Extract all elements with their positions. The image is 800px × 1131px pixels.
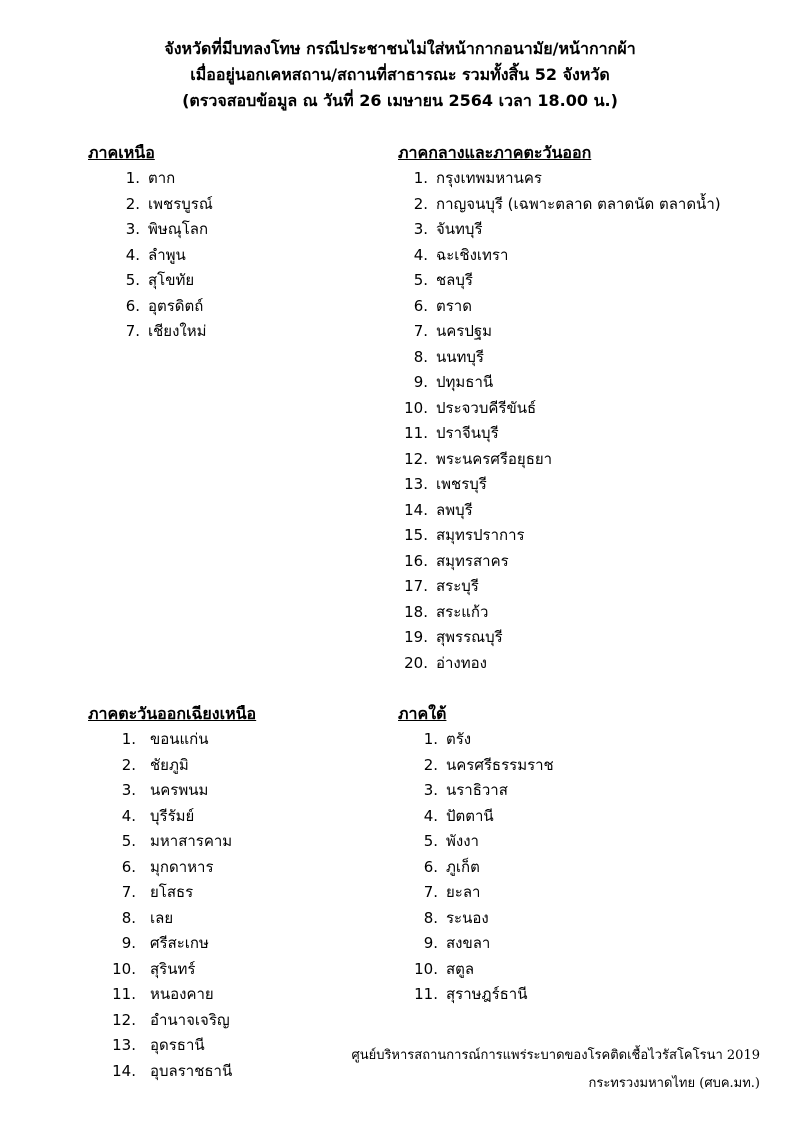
province-name: สุโขทัย <box>148 271 195 289</box>
province-list-item <box>398 396 721 422</box>
province-list-item <box>398 447 721 473</box>
list-item-number: 6. <box>121 857 136 876</box>
list-item-number: 2. <box>121 755 136 774</box>
list-item-number: 18. <box>404 602 428 621</box>
list-item-number: 9. <box>423 934 438 952</box>
province-list-item <box>110 243 213 269</box>
list-item-number: 7. <box>125 322 140 340</box>
province-list-item <box>110 294 213 320</box>
province-name: นราธิวาส <box>446 781 508 799</box>
province-name: ตรัง <box>446 730 472 748</box>
province-name: สุราษฎร์ธานี <box>446 985 528 1003</box>
province-list <box>110 166 213 345</box>
list-item-number: 11. <box>404 424 428 442</box>
title-line-3: (ตรวจสอบข้อมูล ณ วันที่ 26 เมษายน 2564 เวลา 18.00 น.) <box>182 91 618 110</box>
province-name: ชลบุรี <box>436 271 473 289</box>
province-list-item <box>110 268 213 294</box>
province-list-item <box>102 753 256 779</box>
province-list-item <box>398 294 721 320</box>
province-list-item <box>408 931 554 957</box>
list-item-number: 14. <box>404 500 428 519</box>
province-name: ปทุมธานี <box>436 373 494 391</box>
province-list-item <box>102 906 256 932</box>
list-item-number: 19. <box>404 628 428 646</box>
province-list-item <box>398 498 721 524</box>
province-list-item <box>398 192 721 218</box>
province-name: สตูล <box>446 959 475 978</box>
province-list-item <box>408 855 554 881</box>
province-list-item <box>398 651 721 677</box>
province-name: บุรีรัมย์ <box>150 806 195 825</box>
province-name: อำนาจเจริญ <box>150 1010 230 1029</box>
issuer-footer <box>351 1042 760 1098</box>
footer-line-2: กระทรวงมหาดไทย (ศบค.มท.) <box>588 1076 760 1091</box>
region-heading: ภาคกลางและภาคตะวันออก <box>398 143 592 162</box>
list-item-number: 6. <box>423 857 438 876</box>
province-list-item <box>398 472 721 498</box>
province-list-item <box>408 957 554 983</box>
province-name: จันทบุรี <box>436 220 483 238</box>
list-item-number: 4. <box>125 245 140 264</box>
province-list <box>398 166 721 676</box>
list-item-number: 10. <box>414 959 438 978</box>
province-list-item <box>102 982 256 1008</box>
province-name: กรุงเทพมหานคร <box>436 169 542 187</box>
province-list-item <box>398 166 721 192</box>
province-name: เลย <box>150 908 174 927</box>
province-list-item <box>110 319 213 345</box>
list-item-number: 8. <box>423 908 438 927</box>
list-item-number: 12. <box>112 1010 136 1029</box>
province-name: อุบลราชธานี <box>150 1061 233 1080</box>
province-list-item <box>408 906 554 932</box>
province-name: ยโสธร <box>150 883 194 901</box>
province-list-item <box>102 1008 256 1034</box>
province-list-item <box>102 804 256 830</box>
list-item-number: 8. <box>121 908 136 927</box>
list-item-number: 16. <box>404 551 428 570</box>
region-heading: ภาคตะวันออกเฉียงเหนือ <box>88 704 257 723</box>
footer-line-1: ศูนย์บริหารสถานการณ์การแพร่ระบาดของโรคติดเชื้อไวรัสโคโรนา 2019 <box>351 1048 760 1063</box>
province-name: ระนอง <box>446 908 489 927</box>
province-name: กาญจนบุรี (เฉพาะตลาด ตลาดนัด ตลาดน้ำ) <box>436 194 721 213</box>
list-item-number: 3. <box>125 220 140 238</box>
province-list-item <box>110 166 213 192</box>
province-name: ตราด <box>436 296 472 315</box>
list-item-number: 7. <box>423 883 438 901</box>
province-name: สระแก้ว <box>436 602 489 621</box>
province-list-item <box>398 217 721 243</box>
province-list-item <box>398 319 721 345</box>
list-item-number: 11. <box>414 985 438 1003</box>
province-name: เพชรบุรี <box>436 475 487 493</box>
province-list-item <box>110 217 213 243</box>
title-line-2: เมื่ออยู่นอกเคหสถาน/สถานที่สาธารณะ รวมทั้งสิ้น 52 จังหวัด <box>190 65 610 84</box>
province-list-item <box>102 1033 256 1059</box>
list-item-number: 3. <box>413 220 428 238</box>
province-name: ลำพูน <box>148 245 186 264</box>
list-item-number: 3. <box>423 781 438 799</box>
province-name: ปราจีนบุรี <box>436 424 499 442</box>
list-item-number: 13. <box>112 1036 136 1054</box>
region-northeast <box>88 701 256 1084</box>
province-list-item <box>408 982 554 1008</box>
list-item-number: 8. <box>413 347 428 366</box>
list-item-number: 4. <box>423 806 438 825</box>
province-list-item <box>408 727 554 753</box>
region-north <box>88 140 213 345</box>
province-name: ลพบุรี <box>436 500 473 519</box>
province-list-item <box>398 268 721 294</box>
province-list-item <box>398 243 721 269</box>
province-name: ปัตตานี <box>446 806 494 825</box>
province-list-item <box>102 855 256 881</box>
list-item-number: 9. <box>121 934 136 952</box>
list-item-number: 1. <box>121 730 136 748</box>
province-name: ยะลา <box>446 883 481 901</box>
province-list-item <box>398 421 721 447</box>
province-list-item <box>408 778 554 804</box>
province-list-item <box>102 727 256 753</box>
province-list-item <box>102 1059 256 1085</box>
province-name: พระนครศรีอยุธยา <box>436 449 553 468</box>
list-item-number: 6. <box>413 296 428 315</box>
province-list-item <box>408 753 554 779</box>
list-item-number: 6. <box>125 296 140 315</box>
document-title <box>0 36 800 114</box>
province-name: สุรินทร์ <box>150 959 196 978</box>
province-list-item <box>102 880 256 906</box>
province-list-item <box>398 574 721 600</box>
province-name: ภูเก็ต <box>446 857 480 876</box>
list-item-number: 1. <box>413 169 428 187</box>
province-name: สงขลา <box>446 934 491 952</box>
list-item-number: 3. <box>121 781 136 799</box>
list-item-number: 4. <box>121 806 136 825</box>
province-list-item <box>398 370 721 396</box>
province-name: สุพรรณบุรี <box>436 628 503 646</box>
province-name: ศรีสะเกษ <box>150 934 209 952</box>
province-name: ขอนแก่น <box>150 730 209 748</box>
list-item-number: 7. <box>121 883 136 901</box>
province-name: มุกดาหาร <box>150 857 214 876</box>
list-item-number: 5. <box>413 271 428 289</box>
province-name: นครปฐม <box>436 322 493 340</box>
province-list-item <box>110 192 213 218</box>
province-list-item <box>408 880 554 906</box>
list-item-number: 17. <box>404 577 428 595</box>
list-item-number: 12. <box>404 449 428 468</box>
province-name: อ่างทอง <box>436 653 487 672</box>
province-list <box>102 727 256 1084</box>
list-item-number: 5. <box>125 271 140 289</box>
province-name: พังงา <box>446 832 479 850</box>
province-list <box>408 727 554 1008</box>
list-item-number: 1. <box>423 730 438 748</box>
province-name: เพชรบูรณ์ <box>148 194 213 213</box>
province-name: อุดรธานี <box>150 1036 205 1054</box>
title-line-1: จังหวัดที่มีบทลงโทษ กรณีประชาชนไม่ใส่หน้ากากอนามัย/หน้ากากผ้า <box>164 39 636 58</box>
province-list-item <box>398 625 721 651</box>
region-heading: ภาคเหนือ <box>88 143 155 162</box>
province-name: ฉะเชิงเทรา <box>436 245 509 264</box>
list-item-number: 5. <box>423 832 438 850</box>
province-name: นครพนม <box>150 781 209 799</box>
province-name: เชียงใหม่ <box>148 322 207 340</box>
province-list-item <box>398 345 721 371</box>
list-item-number: 5. <box>121 832 136 850</box>
province-name: สมุทรสาคร <box>436 551 509 570</box>
province-name: มหาสารคาม <box>150 832 233 850</box>
province-name: ประจวบคีรีขันธ์ <box>436 398 537 417</box>
province-list-item <box>398 523 721 549</box>
province-name: ชัยภูมิ <box>150 755 189 774</box>
province-name: สระบุรี <box>436 577 479 595</box>
province-list-item <box>398 549 721 575</box>
list-item-number: 2. <box>125 194 140 213</box>
list-item-number: 11. <box>112 985 136 1003</box>
province-list-item <box>102 778 256 804</box>
province-name: หนองคาย <box>150 985 214 1003</box>
province-list-item <box>102 931 256 957</box>
list-item-number: 2. <box>413 194 428 213</box>
region-central-east <box>398 140 721 676</box>
province-name: พิษณุโลก <box>148 220 209 238</box>
province-list-item <box>408 804 554 830</box>
province-name: ตาก <box>148 169 176 187</box>
province-list-item <box>408 829 554 855</box>
province-list-item <box>102 957 256 983</box>
province-name: สมุทรปราการ <box>436 526 525 544</box>
province-list-item <box>398 600 721 626</box>
list-item-number: 9. <box>413 373 428 391</box>
province-name: นนทบุรี <box>436 347 484 366</box>
region-south <box>398 701 554 1008</box>
list-item-number: 14. <box>112 1061 136 1080</box>
list-item-number: 4. <box>413 245 428 264</box>
province-name: อุตรดิตถ์ <box>148 296 204 315</box>
list-item-number: 10. <box>404 398 428 417</box>
province-list-item <box>102 829 256 855</box>
province-name: นครศรีธรรมราช <box>446 755 554 774</box>
list-item-number: 13. <box>404 475 428 493</box>
list-item-number: 20. <box>404 653 428 672</box>
list-item-number: 10. <box>112 959 136 978</box>
region-heading: ภาคใต้ <box>398 704 447 723</box>
list-item-number: 7. <box>413 322 428 340</box>
list-item-number: 15. <box>404 526 428 544</box>
list-item-number: 1. <box>125 169 140 187</box>
list-item-number: 2. <box>423 755 438 774</box>
